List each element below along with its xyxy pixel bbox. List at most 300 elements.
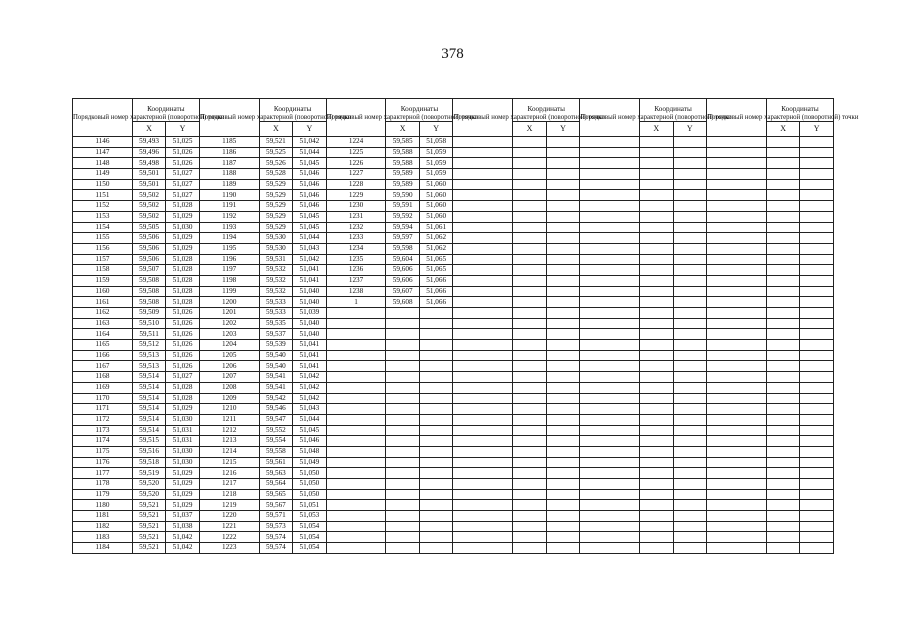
point-number-cell — [580, 329, 640, 340]
point-number-cell — [707, 521, 767, 532]
x-coordinate-cell — [386, 361, 420, 372]
x-coordinate-cell: 59,528 — [259, 169, 293, 180]
x-coordinate-cell — [766, 233, 800, 244]
point-number-cell — [580, 318, 640, 329]
y-coordinate-cell: 51,029 — [166, 489, 200, 500]
y-coordinate-cell — [800, 318, 834, 329]
table-row — [73, 329, 834, 340]
point-number-cell — [580, 190, 640, 201]
y-coordinate-cell — [800, 479, 834, 490]
point-number-cell — [580, 532, 640, 543]
x-coordinate-cell — [640, 393, 674, 404]
x-coordinate-cell: 59,542 — [259, 393, 293, 404]
point-number-cell — [580, 275, 640, 286]
y-coordinate-cell — [546, 254, 580, 265]
point-number-cell — [580, 489, 640, 500]
y-coordinate-cell: 51,042 — [293, 393, 327, 404]
point-number-cell — [453, 340, 513, 351]
point-number-cell — [453, 329, 513, 340]
point-number-cell — [326, 340, 386, 351]
y-coordinate-cell — [546, 265, 580, 276]
x-coordinate-cell — [513, 372, 547, 383]
x-coordinate-cell — [513, 190, 547, 201]
point-number-cell: 1164 — [73, 329, 133, 340]
y-coordinate-cell — [546, 500, 580, 511]
table-row — [73, 500, 834, 511]
point-number-cell — [453, 372, 513, 383]
y-coordinate-cell — [546, 479, 580, 490]
point-number-cell: 1174 — [73, 436, 133, 447]
x-coordinate-cell — [766, 340, 800, 351]
y-coordinate-cell: 51,059 — [419, 147, 453, 158]
x-coordinate-cell — [640, 211, 674, 222]
x-coordinate-cell — [513, 233, 547, 244]
point-number-cell — [453, 179, 513, 190]
y-coordinate-cell — [419, 372, 453, 383]
y-coordinate-cell: 51,060 — [419, 201, 453, 212]
x-coordinate-cell — [386, 457, 420, 468]
point-number-cell — [453, 457, 513, 468]
x-coordinate-cell — [766, 286, 800, 297]
y-coordinate-cell — [800, 286, 834, 297]
y-coordinate-cell — [546, 222, 580, 233]
point-number-cell: 1185 — [199, 137, 259, 148]
y-coordinate-cell — [673, 521, 707, 532]
point-number-cell: 1205 — [199, 350, 259, 361]
y-coordinate-cell — [800, 233, 834, 244]
point-number-cell: 1155 — [73, 233, 133, 244]
header-point-number: Порядковый номер характерной (поворотной) точки — [199, 99, 259, 137]
x-coordinate-cell — [640, 265, 674, 276]
point-number-cell: 1215 — [199, 457, 259, 468]
point-number-cell: 1159 — [73, 275, 133, 286]
header-point-number: Порядковый номер характерной (поворотной) точки — [326, 99, 386, 137]
y-coordinate-cell — [800, 329, 834, 340]
point-number-cell: 1166 — [73, 350, 133, 361]
x-coordinate-cell: 59,501 — [132, 179, 166, 190]
y-coordinate-cell — [546, 158, 580, 169]
y-coordinate-cell: 51,066 — [419, 286, 453, 297]
x-coordinate-cell — [766, 532, 800, 543]
x-coordinate-cell — [386, 446, 420, 457]
x-coordinate-cell: 59,541 — [259, 372, 293, 383]
point-number-cell: 1157 — [73, 254, 133, 265]
point-number-cell — [580, 222, 640, 233]
table-row — [73, 489, 834, 500]
point-number-cell — [580, 404, 640, 415]
point-number-cell — [453, 425, 513, 436]
point-number-cell — [707, 243, 767, 254]
point-number-cell — [707, 169, 767, 180]
y-coordinate-cell: 51,028 — [166, 265, 200, 276]
point-number-cell — [580, 233, 640, 244]
point-number-cell: 1203 — [199, 329, 259, 340]
y-coordinate-cell: 51,048 — [293, 446, 327, 457]
x-coordinate-cell — [513, 350, 547, 361]
y-coordinate-cell — [546, 382, 580, 393]
y-coordinate-cell — [419, 329, 453, 340]
y-coordinate-cell: 51,028 — [166, 286, 200, 297]
point-number-cell — [453, 543, 513, 554]
y-coordinate-cell — [546, 308, 580, 319]
y-coordinate-cell — [673, 543, 707, 554]
x-coordinate-cell: 59,514 — [132, 425, 166, 436]
x-coordinate-cell — [766, 414, 800, 425]
y-coordinate-cell: 51,058 — [419, 137, 453, 148]
x-coordinate-cell — [766, 436, 800, 447]
point-number-cell — [580, 158, 640, 169]
point-number-cell — [326, 521, 386, 532]
y-coordinate-cell — [800, 308, 834, 319]
point-number-cell — [453, 211, 513, 222]
x-coordinate-cell — [513, 468, 547, 479]
point-number-cell: 1210 — [199, 404, 259, 415]
y-coordinate-cell — [546, 532, 580, 543]
x-coordinate-cell — [766, 543, 800, 554]
x-coordinate-cell — [386, 393, 420, 404]
point-number-cell: 1197 — [199, 265, 259, 276]
point-number-cell — [326, 404, 386, 415]
header-coordinates: Координаты — [259, 99, 326, 122]
y-coordinate-cell — [419, 436, 453, 447]
y-coordinate-cell — [546, 361, 580, 372]
x-coordinate-cell — [513, 532, 547, 543]
y-coordinate-cell — [546, 414, 580, 425]
x-coordinate-cell — [386, 468, 420, 479]
point-number-cell: 1152 — [73, 201, 133, 212]
x-coordinate-cell — [513, 457, 547, 468]
point-number-cell: 1168 — [73, 372, 133, 383]
y-coordinate-cell: 51,045 — [293, 222, 327, 233]
y-coordinate-cell — [673, 222, 707, 233]
y-coordinate-cell: 51,054 — [293, 521, 327, 532]
y-coordinate-cell: 51,026 — [166, 361, 200, 372]
x-coordinate-cell — [386, 404, 420, 415]
point-number-cell — [326, 318, 386, 329]
x-coordinate-cell: 59,604 — [386, 254, 420, 265]
point-number-cell — [580, 243, 640, 254]
y-coordinate-cell — [546, 147, 580, 158]
x-coordinate-cell — [513, 361, 547, 372]
y-coordinate-cell: 51,029 — [166, 243, 200, 254]
point-number-cell — [453, 318, 513, 329]
x-coordinate-cell: 59,493 — [132, 137, 166, 148]
x-coordinate-cell — [766, 372, 800, 383]
x-coordinate-cell: 59,588 — [386, 147, 420, 158]
header-x: X — [513, 122, 547, 137]
point-number-cell — [707, 350, 767, 361]
x-coordinate-cell — [640, 329, 674, 340]
y-coordinate-cell — [800, 222, 834, 233]
x-coordinate-cell — [513, 265, 547, 276]
point-number-cell: 1193 — [199, 222, 259, 233]
table-row — [73, 211, 834, 222]
x-coordinate-cell: 59,532 — [259, 286, 293, 297]
point-number-cell — [326, 489, 386, 500]
table-row — [73, 318, 834, 329]
table-row — [73, 543, 834, 554]
x-coordinate-cell: 59,588 — [386, 158, 420, 169]
x-coordinate-cell — [640, 436, 674, 447]
y-coordinate-cell — [800, 340, 834, 351]
table-row — [73, 414, 834, 425]
point-number-cell: 1162 — [73, 308, 133, 319]
x-coordinate-cell: 59,552 — [259, 425, 293, 436]
y-coordinate-cell — [546, 201, 580, 212]
point-number-cell — [326, 308, 386, 319]
x-coordinate-cell: 59,533 — [259, 297, 293, 308]
x-coordinate-cell — [513, 393, 547, 404]
point-number-cell — [707, 265, 767, 276]
y-coordinate-cell — [800, 372, 834, 383]
point-number-cell — [453, 511, 513, 522]
point-number-cell — [707, 286, 767, 297]
x-coordinate-cell: 59,508 — [132, 297, 166, 308]
header-coordinates: Координаты — [132, 99, 199, 122]
x-coordinate-cell — [386, 340, 420, 351]
y-coordinate-cell: 51,026 — [166, 318, 200, 329]
y-coordinate-cell — [419, 414, 453, 425]
point-number-cell — [453, 137, 513, 148]
point-number-cell — [326, 543, 386, 554]
y-coordinate-cell: 51,042 — [293, 382, 327, 393]
x-coordinate-cell: 59,574 — [259, 532, 293, 543]
y-coordinate-cell — [546, 511, 580, 522]
point-number-cell — [453, 265, 513, 276]
x-coordinate-cell: 59,514 — [132, 372, 166, 383]
point-number-cell — [707, 308, 767, 319]
y-coordinate-cell: 51,043 — [293, 404, 327, 415]
y-coordinate-cell — [673, 179, 707, 190]
x-coordinate-cell — [766, 297, 800, 308]
table-row — [73, 297, 834, 308]
x-coordinate-cell — [766, 446, 800, 457]
x-coordinate-cell — [513, 158, 547, 169]
point-number-cell: 1224 — [326, 137, 386, 148]
x-coordinate-cell — [640, 137, 674, 148]
y-coordinate-cell: 51,060 — [419, 190, 453, 201]
point-number-cell — [707, 468, 767, 479]
point-number-cell: 1225 — [326, 147, 386, 158]
x-coordinate-cell — [640, 414, 674, 425]
point-number-cell — [326, 532, 386, 543]
x-coordinate-cell: 59,541 — [259, 382, 293, 393]
point-number-cell — [707, 361, 767, 372]
y-coordinate-cell — [546, 340, 580, 351]
header-y: Y — [293, 122, 327, 137]
y-coordinate-cell: 51,028 — [166, 297, 200, 308]
point-number-cell: 1217 — [199, 479, 259, 490]
x-coordinate-cell — [640, 222, 674, 233]
y-coordinate-cell — [800, 147, 834, 158]
y-coordinate-cell: 51,062 — [419, 243, 453, 254]
point-number-cell: 1231 — [326, 211, 386, 222]
x-coordinate-cell — [640, 340, 674, 351]
point-number-cell — [707, 457, 767, 468]
point-number-cell: 1230 — [326, 201, 386, 212]
point-number-cell — [707, 372, 767, 383]
y-coordinate-cell: 51,059 — [419, 158, 453, 169]
x-coordinate-cell — [386, 500, 420, 511]
y-coordinate-cell: 51,028 — [166, 201, 200, 212]
x-coordinate-cell — [640, 308, 674, 319]
y-coordinate-cell: 51,060 — [419, 179, 453, 190]
x-coordinate-cell — [640, 254, 674, 265]
y-coordinate-cell — [800, 190, 834, 201]
y-coordinate-cell: 51,026 — [166, 350, 200, 361]
x-coordinate-cell — [766, 511, 800, 522]
point-number-cell — [707, 543, 767, 554]
y-coordinate-cell — [673, 340, 707, 351]
point-number-cell — [580, 297, 640, 308]
x-coordinate-cell — [640, 169, 674, 180]
x-coordinate-cell — [513, 275, 547, 286]
y-coordinate-cell — [546, 179, 580, 190]
y-coordinate-cell: 51,041 — [293, 275, 327, 286]
y-coordinate-cell: 51,031 — [166, 436, 200, 447]
y-coordinate-cell — [419, 521, 453, 532]
x-coordinate-cell: 59,506 — [132, 233, 166, 244]
point-number-cell: 1148 — [73, 158, 133, 169]
header-y: Y — [166, 122, 200, 137]
x-coordinate-cell — [513, 479, 547, 490]
point-number-cell: 1160 — [73, 286, 133, 297]
x-coordinate-cell: 59,509 — [132, 308, 166, 319]
x-coordinate-cell: 59,567 — [259, 500, 293, 511]
y-coordinate-cell — [546, 543, 580, 554]
x-coordinate-cell — [766, 222, 800, 233]
x-coordinate-cell — [640, 233, 674, 244]
y-coordinate-cell — [673, 532, 707, 543]
x-coordinate-cell — [766, 457, 800, 468]
point-number-cell — [580, 511, 640, 522]
point-number-cell — [453, 500, 513, 511]
x-coordinate-cell — [513, 340, 547, 351]
x-coordinate-cell — [513, 222, 547, 233]
x-coordinate-cell — [766, 521, 800, 532]
y-coordinate-cell — [673, 318, 707, 329]
point-number-cell: 1 — [326, 297, 386, 308]
point-number-cell — [707, 479, 767, 490]
point-number-cell — [326, 457, 386, 468]
point-number-cell — [707, 147, 767, 158]
x-coordinate-cell — [513, 308, 547, 319]
y-coordinate-cell: 51,050 — [293, 479, 327, 490]
y-coordinate-cell: 51,054 — [293, 532, 327, 543]
point-number-cell: 1178 — [73, 479, 133, 490]
x-coordinate-cell — [513, 543, 547, 554]
x-coordinate-cell — [640, 468, 674, 479]
point-number-cell: 1154 — [73, 222, 133, 233]
y-coordinate-cell — [419, 532, 453, 543]
point-number-cell — [580, 446, 640, 457]
x-coordinate-cell — [513, 201, 547, 212]
table-row — [73, 382, 834, 393]
y-coordinate-cell: 51,060 — [419, 211, 453, 222]
y-coordinate-cell — [546, 489, 580, 500]
point-number-cell — [707, 318, 767, 329]
x-coordinate-cell: 59,521 — [132, 543, 166, 554]
y-coordinate-cell — [800, 521, 834, 532]
point-number-cell: 1189 — [199, 179, 259, 190]
point-number-cell — [707, 436, 767, 447]
x-coordinate-cell — [766, 158, 800, 169]
point-number-cell — [707, 158, 767, 169]
y-coordinate-cell: 51,040 — [293, 329, 327, 340]
x-coordinate-cell — [386, 521, 420, 532]
x-coordinate-cell — [766, 275, 800, 286]
y-coordinate-cell — [800, 137, 834, 148]
x-coordinate-cell — [640, 297, 674, 308]
point-number-cell — [580, 414, 640, 425]
y-coordinate-cell — [546, 233, 580, 244]
y-coordinate-cell: 51,029 — [166, 479, 200, 490]
y-coordinate-cell: 51,044 — [293, 147, 327, 158]
y-coordinate-cell: 51,028 — [166, 393, 200, 404]
x-coordinate-cell: 59,501 — [132, 169, 166, 180]
point-number-cell: 1196 — [199, 254, 259, 265]
y-coordinate-cell — [800, 446, 834, 457]
x-coordinate-cell: 59,529 — [259, 222, 293, 233]
y-coordinate-cell — [546, 297, 580, 308]
x-coordinate-cell: 59,530 — [259, 233, 293, 244]
y-coordinate-cell — [419, 479, 453, 490]
point-number-cell: 1192 — [199, 211, 259, 222]
x-coordinate-cell — [640, 511, 674, 522]
header-x: X — [386, 122, 420, 137]
point-number-cell: 1187 — [199, 158, 259, 169]
point-number-cell — [453, 521, 513, 532]
x-coordinate-cell: 59,589 — [386, 179, 420, 190]
x-coordinate-cell: 59,558 — [259, 446, 293, 457]
point-number-cell — [580, 265, 640, 276]
x-coordinate-cell: 59,521 — [132, 521, 166, 532]
table-row — [73, 169, 834, 180]
table-row — [73, 532, 834, 543]
y-coordinate-cell — [546, 329, 580, 340]
table-row — [73, 361, 834, 372]
header-point-number: Порядковый номер характерной (поворотной) точки — [580, 99, 640, 137]
y-coordinate-cell — [546, 286, 580, 297]
y-coordinate-cell — [800, 243, 834, 254]
x-coordinate-cell — [766, 201, 800, 212]
x-coordinate-cell — [640, 179, 674, 190]
x-coordinate-cell — [766, 265, 800, 276]
point-number-cell — [326, 361, 386, 372]
point-number-cell: 1167 — [73, 361, 133, 372]
y-coordinate-cell: 51,027 — [166, 179, 200, 190]
point-number-cell — [453, 147, 513, 158]
point-number-cell: 1237 — [326, 275, 386, 286]
y-coordinate-cell — [673, 211, 707, 222]
point-number-cell: 1204 — [199, 340, 259, 351]
x-coordinate-cell — [386, 414, 420, 425]
x-coordinate-cell: 59,505 — [132, 222, 166, 233]
point-number-cell — [453, 479, 513, 490]
y-coordinate-cell — [673, 425, 707, 436]
y-coordinate-cell — [673, 457, 707, 468]
y-coordinate-cell: 51,046 — [293, 169, 327, 180]
y-coordinate-cell — [800, 254, 834, 265]
y-coordinate-cell — [419, 446, 453, 457]
y-coordinate-cell: 51,029 — [166, 500, 200, 511]
point-number-cell — [453, 468, 513, 479]
x-coordinate-cell: 59,513 — [132, 361, 166, 372]
x-coordinate-cell: 59,597 — [386, 233, 420, 244]
point-number-cell: 1163 — [73, 318, 133, 329]
point-number-cell — [707, 190, 767, 201]
x-coordinate-cell — [640, 532, 674, 543]
